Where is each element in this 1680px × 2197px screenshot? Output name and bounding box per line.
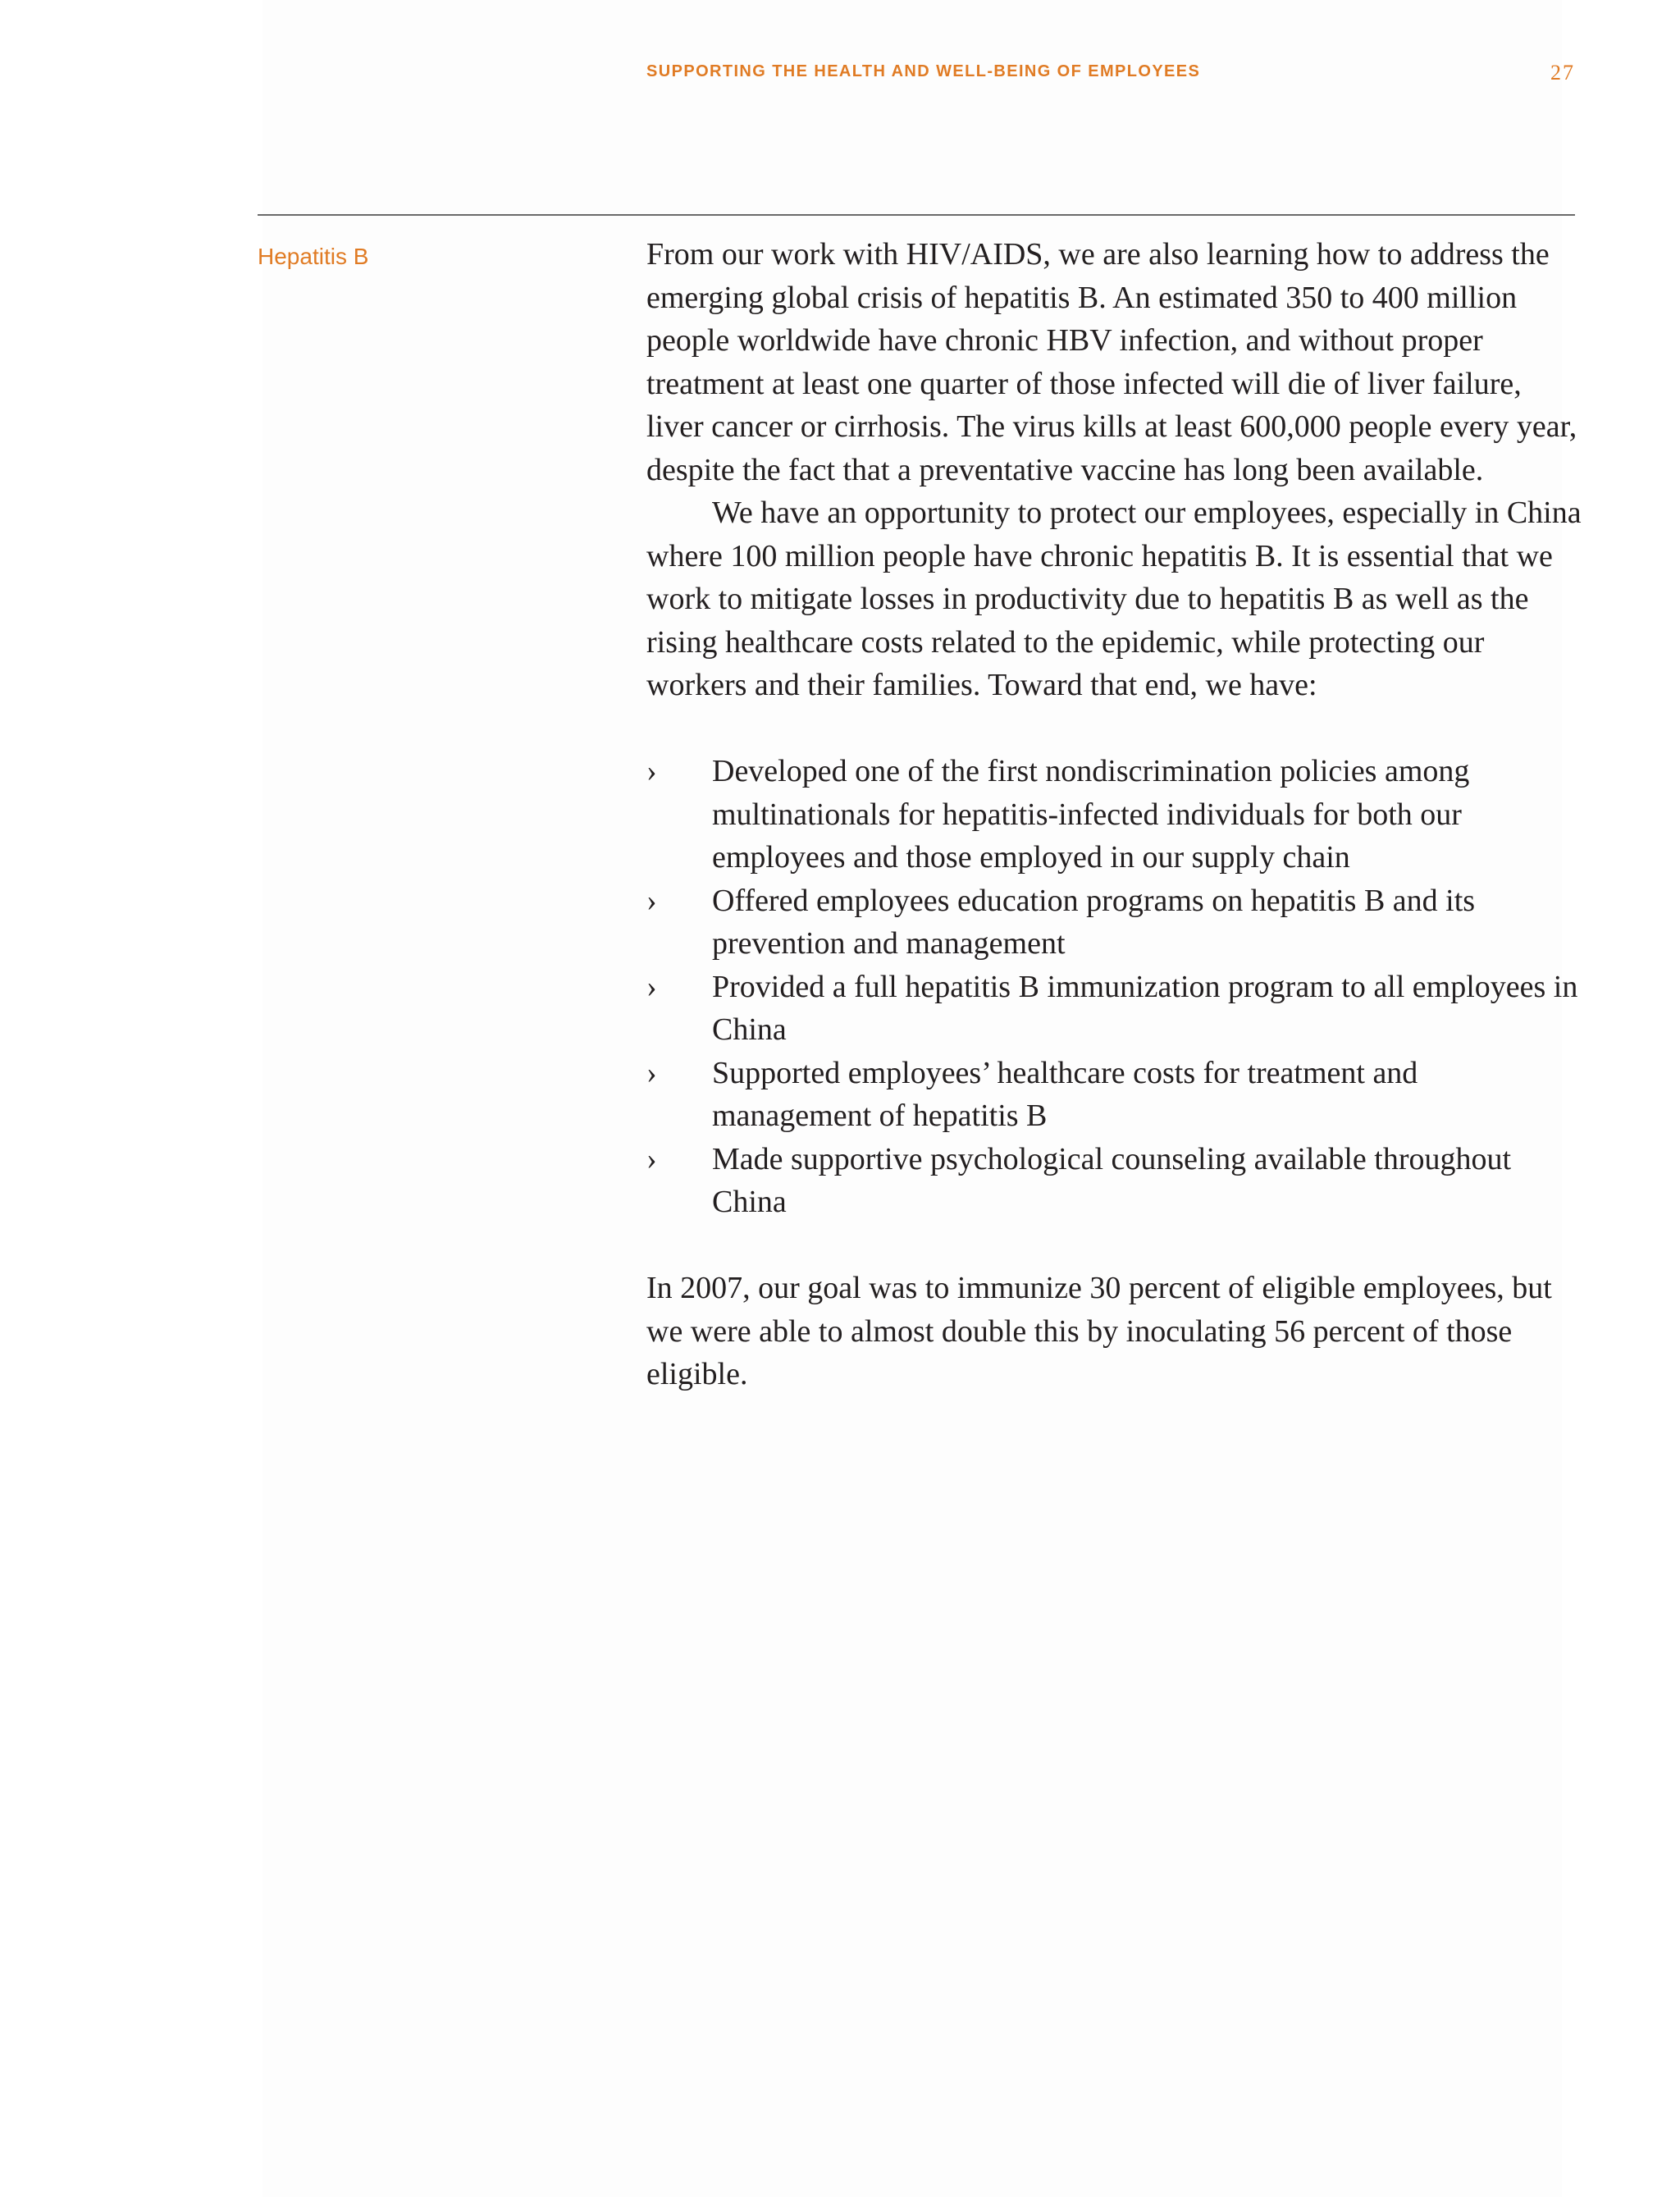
bullet-chevron-icon: › [646, 969, 657, 1004]
list-item [646, 966, 1582, 1052]
list-item [646, 879, 1582, 966]
list-item [646, 1138, 1582, 1224]
actions-list [646, 750, 1582, 1224]
bullet-chevron-icon: › [646, 1141, 657, 1176]
list-item [646, 1052, 1582, 1138]
closing-paragraph: In 2007, our goal was to immunize 30 percent of eligible employees, but we were able to almost double this by inoculating 56 percent of those eligible. [646, 1271, 1552, 1391]
list-item-text: Provided a full hepatitis B immunization program to all employees in China [712, 969, 1578, 1047]
section-divider [258, 214, 1575, 216]
intro-paragraph: From our work with HIV/AIDS, we are also learning how to address the emerging global crisis of hepatitis B. An estimated 350 to 400 million people worldwide have chronic HBV infection, and without proper treatment at least one quarter of those infected will die of liver failure, liver cancer or cirrhosis. The virus kills at least 600,000 people every year, despite the fact that a preventative vaccine has long been available. [646, 237, 1577, 487]
bullet-chevron-icon: › [646, 883, 657, 918]
list-item-text: Made supportive psychological counseling available throughout China [712, 1141, 1512, 1219]
list-item-text: Offered employees education programs on hepatitis B and its prevention and management [712, 883, 1476, 961]
section-heading: Hepatitis B [258, 244, 369, 269]
bullet-chevron-icon: › [646, 1055, 657, 1090]
list-item-text: Supported employees’ healthcare costs for treatment and management of hepatitis B [712, 1055, 1418, 1133]
opportunity-paragraph: We have an opportunity to protect our employees, especially in China where 100 million people have chronic hepatitis B. It is essential that we work to mitigate losses in productivity due to hepatitis B as well as the rising healthcare costs related to the epidemic, while protecting our workers and their families. Toward that end, we have: [646, 496, 1582, 702]
list-item-text: Developed one of the first nondiscrimination policies among multinationals for hepatitis-infected individuals for both our employees and those employed in our supply chain [712, 754, 1470, 875]
page-number: 27 [1550, 61, 1575, 84]
list-item [646, 750, 1582, 879]
bullet-chevron-icon: › [646, 754, 657, 788]
running-header: SUPPORTING THE HEALTH AND WELL-BEING OF EMPLOYEES [646, 62, 1201, 80]
body-text [646, 233, 1582, 1396]
